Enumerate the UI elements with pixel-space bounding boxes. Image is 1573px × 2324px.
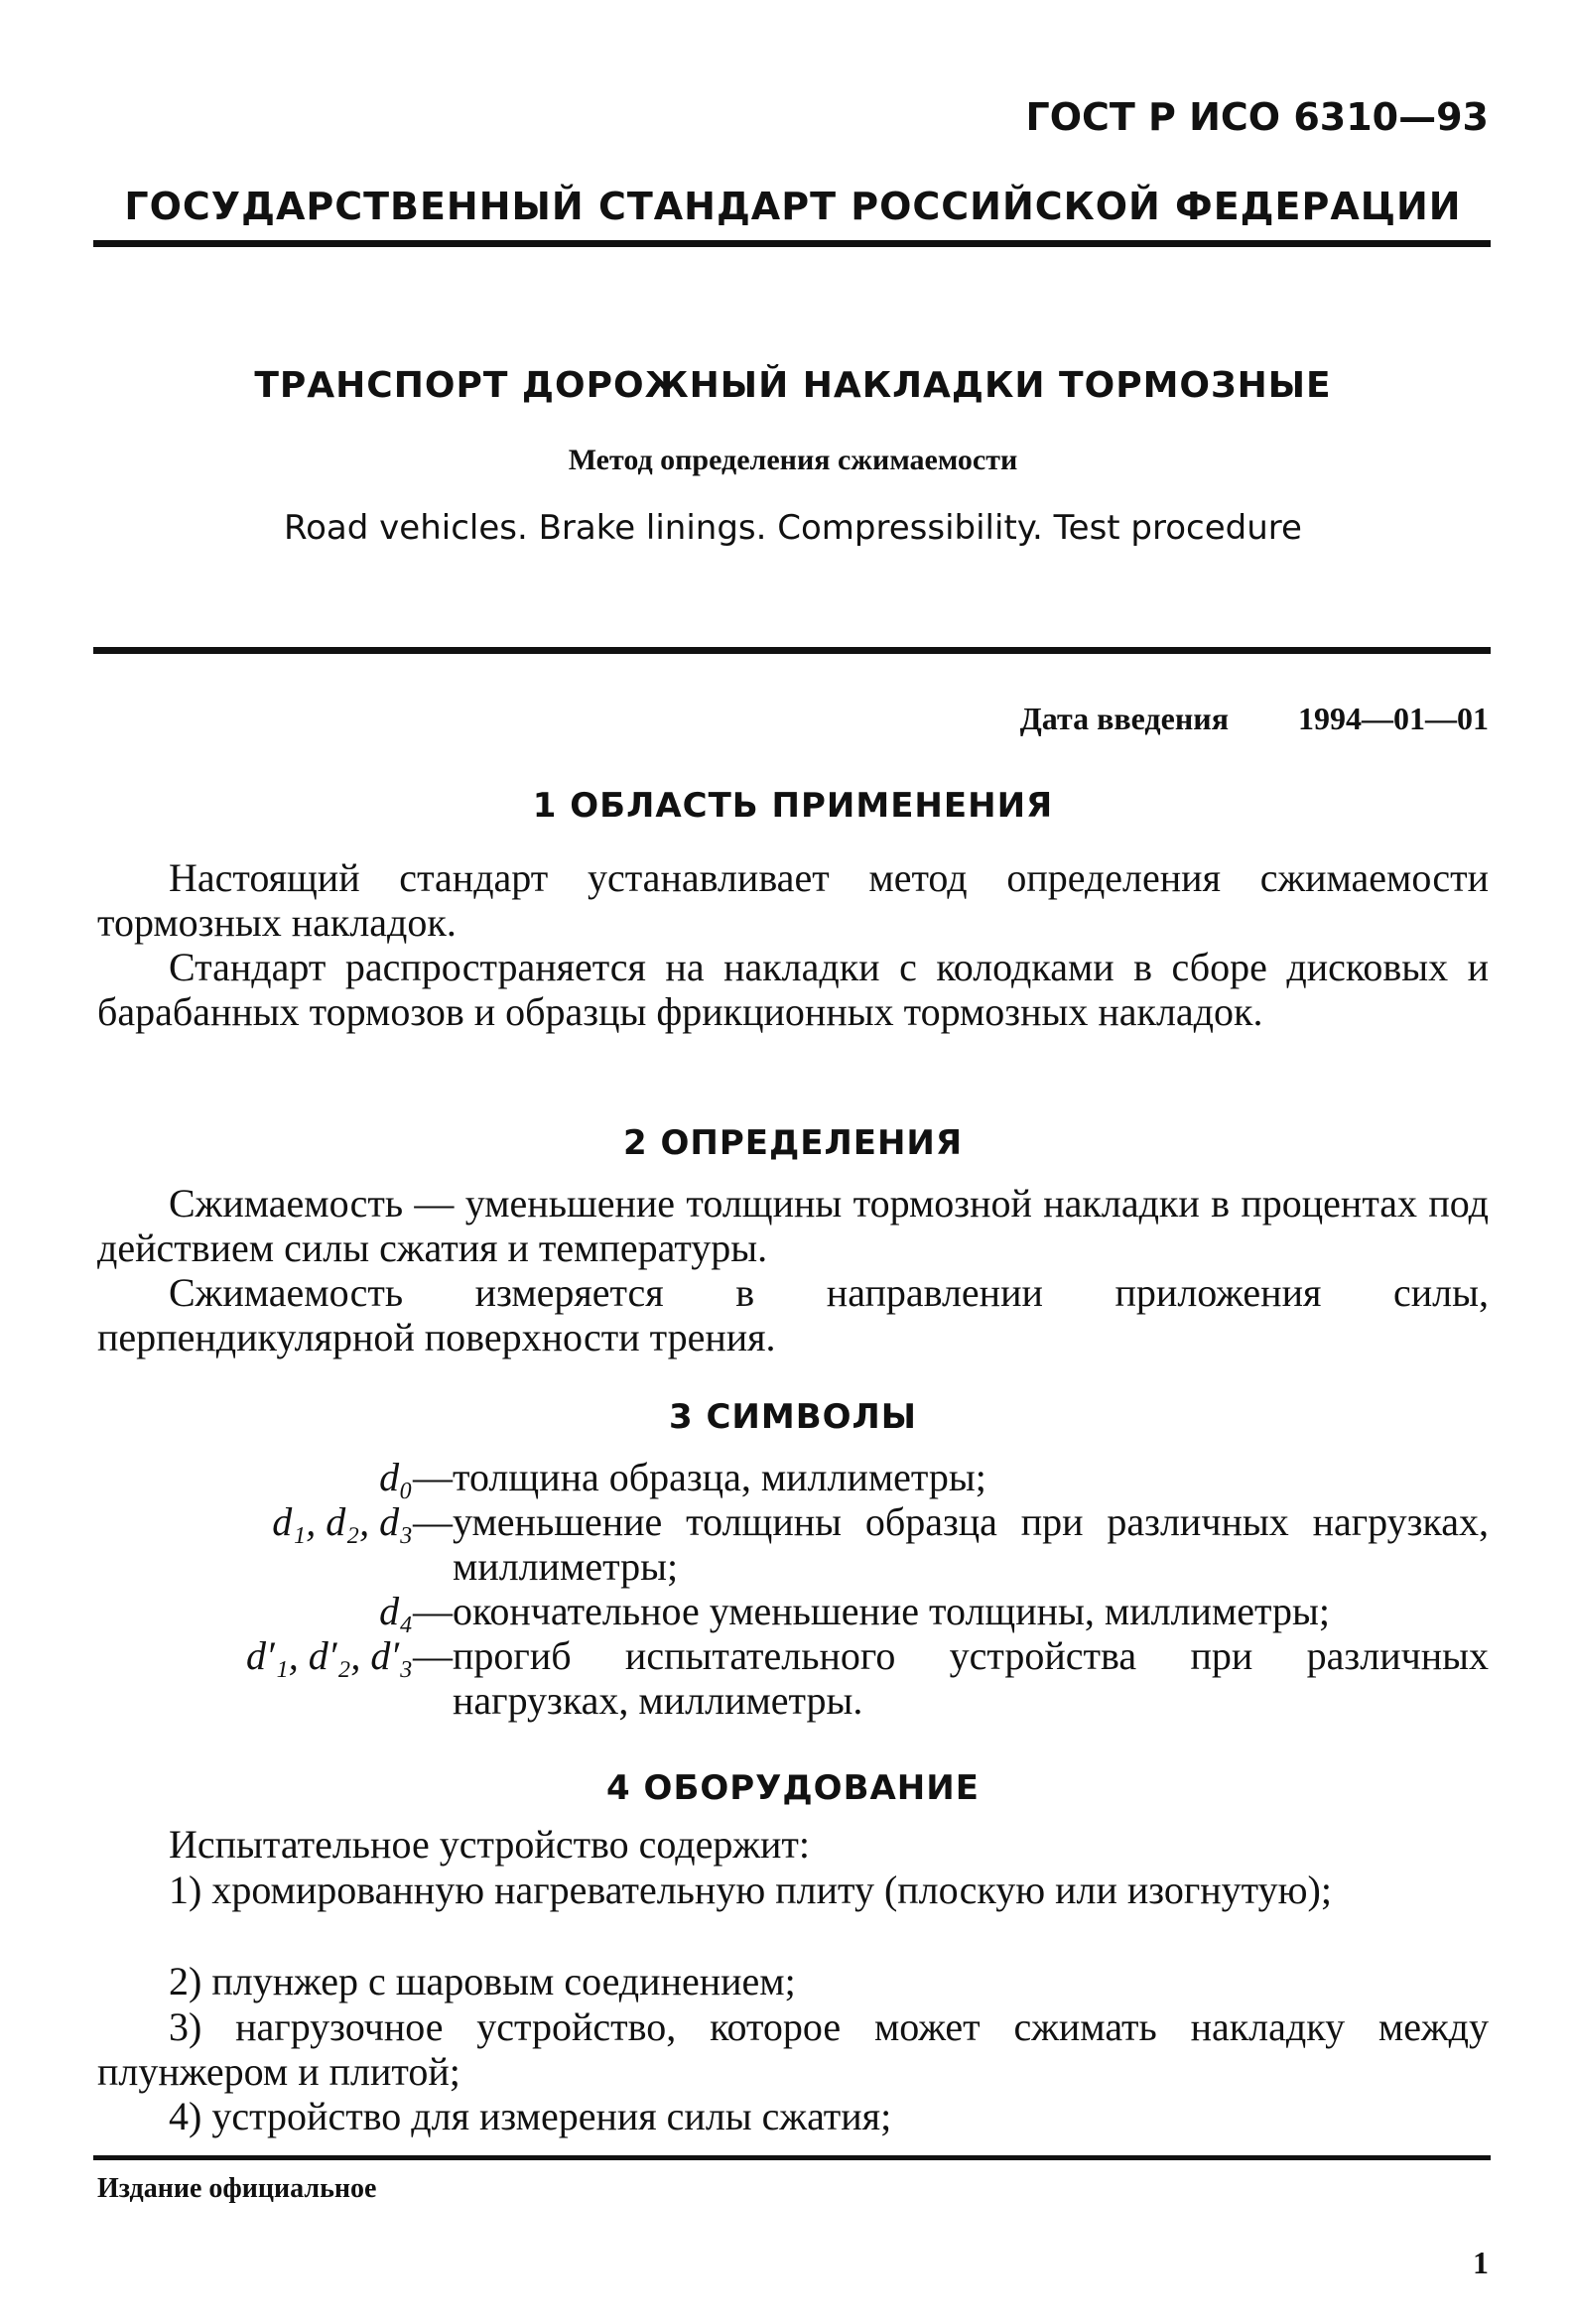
equipment-item-2: 2) плунжер с шаровым соединением;	[169, 1959, 796, 2003]
symbol-row: d₁, d₂, d₃ — уменьшение толщины образца при различных нагрузках, миллиметры;	[97, 1499, 1489, 1589]
section-3-heading: 3 СИМВОЛЫ	[668, 1397, 918, 1437]
standard-code: ГОСТ Р ИСО 6310—93	[1025, 95, 1489, 139]
symbols-list	[97, 1455, 1489, 1723]
page-number: 1	[1473, 2245, 1489, 2280]
edition-note: Издание официальное	[97, 2173, 377, 2204]
date-value: 1994—01—01	[1298, 701, 1489, 736]
equipment-item-1: 1) хромированную нагревательную плиту (плоскую или изогнутую);	[169, 1868, 1332, 1912]
section-4-intro: Испытательное устройство содержит:	[169, 1822, 811, 1867]
section-1-heading: 1 ОБЛАСТЬ ПРИМЕНЕНИЯ	[532, 786, 1054, 826]
symbol-description: уменьшение толщины образца при различных нагрузках, миллиметры;	[453, 1499, 1489, 1589]
section-4-heading: 4 ОБОРУДОВАНИЕ	[606, 1768, 980, 1808]
equipment-item-3: 3) нагрузочное устройство, которое может сжимать накладку между плунжером и плитой;	[97, 2004, 1489, 2094]
symbol-description: окончательное уменьшение толщины, миллиметры;	[453, 1589, 1330, 1633]
symbol-row: d′₁, d′₂, d′₃ — прогиб испытательного устройства при различных нагрузках, миллиметры.	[97, 1633, 1489, 1723]
section-2-paragraph-1: Сжимаемость — уменьшение толщины тормозной накладки в процентах под действием силы сжатия и температуры.	[97, 1181, 1489, 1270]
footer-rule	[93, 2155, 1491, 2160]
symbol-row: d₄ — окончательное уменьшение толщины, миллиметры;	[97, 1589, 1489, 1633]
symbol-row: d₀ — толщина образца, миллиметры;	[97, 1455, 1489, 1499]
section-1-paragraph-2: Стандарт распространяется на накладки с колодками в сборе дисковых и барабанных тормозов и образцы фрикционных тормозных накладок.	[97, 945, 1489, 1034]
symbol-key: d′₁, d′₂, d′₃	[246, 1633, 413, 1678]
symbol-description: прогиб испытательного устройства при различных нагрузках, миллиметры.	[453, 1633, 1489, 1723]
document-title: ТРАНСПОРТ ДОРОЖНЫЙ НАКЛАДКИ ТОРМОЗНЫЕ	[254, 365, 1332, 406]
english-title: Road vehicles. Brake linings. Compressibility. Test procedure	[284, 508, 1302, 548]
state-standard-heading: ГОСУДАРСТВЕННЫЙ СТАНДАРТ РОССИЙСКОЙ ФЕДЕРАЦИИ	[124, 185, 1462, 228]
title-rule	[93, 647, 1491, 654]
header-rule	[93, 240, 1491, 247]
symbol-key: d₄	[379, 1589, 413, 1633]
section-2-paragraph-2: Сжимаемость измеряется в направлении приложения силы, перпендикулярной поверхности трения.	[97, 1270, 1489, 1359]
symbol-key: d₀	[379, 1455, 413, 1499]
symbol-key: d₁, d₂, d₃	[272, 1499, 413, 1544]
section-1-paragraph-1: Настоящий стандарт устанавливает метод определения сжимаемости тормозных накладок.	[97, 855, 1489, 945]
equipment-item-4: 4) устройство для измерения силы сжатия;	[169, 2094, 892, 2138]
symbol-description: толщина образца, миллиметры;	[453, 1455, 986, 1499]
document-subtitle: Метод определения сжимаемости	[568, 444, 1018, 476]
introduction-date	[97, 701, 1489, 737]
date-label: Дата введения	[1019, 701, 1229, 736]
section-2-heading: 2 ОПРЕДЕЛЕНИЯ	[622, 1123, 964, 1163]
